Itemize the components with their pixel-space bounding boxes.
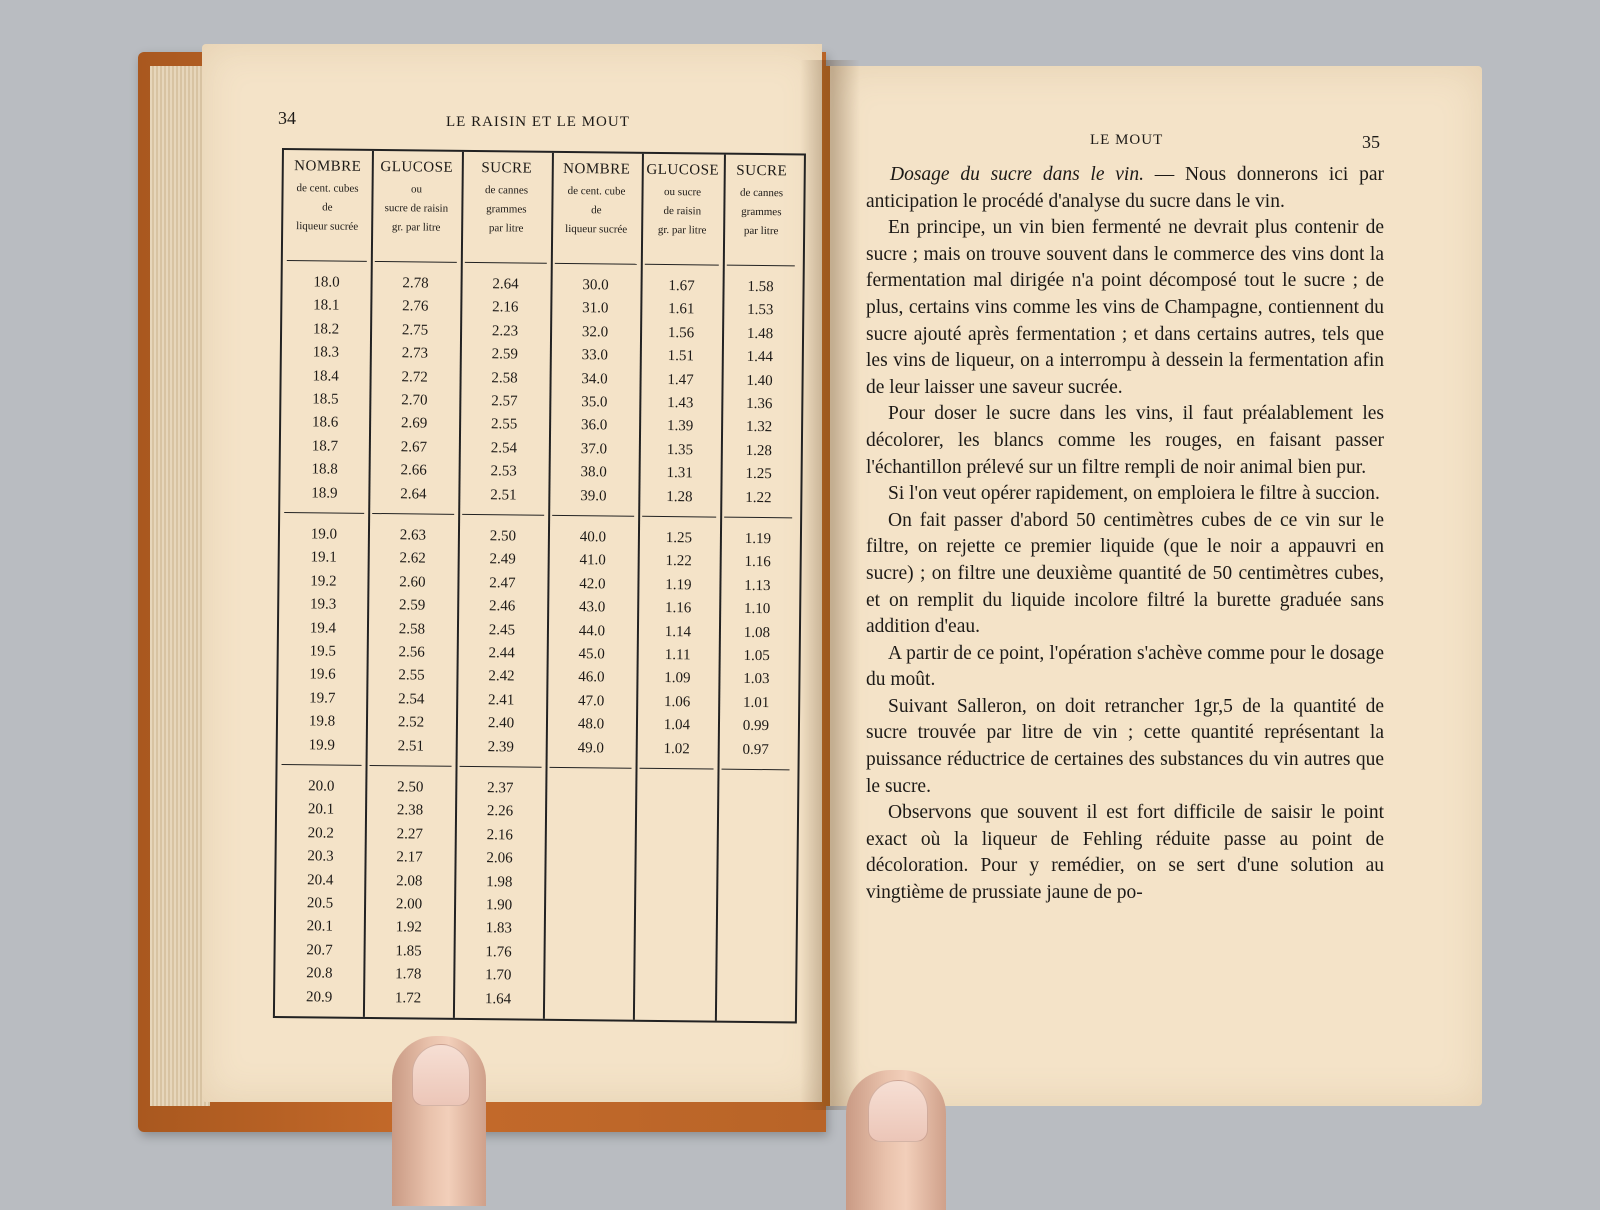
- table-cell: 1.19: [665, 576, 692, 594]
- paragraph: [866, 694, 1384, 800]
- table-cell: 47.0: [578, 692, 605, 710]
- table-cell: 1.35: [666, 441, 694, 459]
- table-cell: 19.6: [309, 666, 336, 684]
- column-subtitle: de cent. cube de liqueur sucrée: [565, 184, 628, 236]
- table-cell: 30.0: [582, 277, 609, 294]
- table-cell: 1.05: [743, 647, 770, 665]
- column-header: [283, 150, 372, 261]
- right-thumbnail: [868, 1080, 928, 1142]
- table-cell: 1.16: [664, 600, 692, 617]
- table-cell: 1.28: [666, 488, 693, 505]
- right-running-head: LE MOUT: [1090, 132, 1164, 148]
- table-column: [633, 154, 726, 1021]
- table-cell: 33.0: [581, 347, 609, 364]
- table-cell: 20.3: [307, 848, 334, 865]
- paragraph-text: Observons que souvent il est fort difficile de saisir le point exact où la liqueur de Fehling réduite passe au point de décoloration. Pour y remédier, on se sert d'une solution au vingtième de prussiate jaune de po-: [866, 802, 1384, 904]
- table-cell: 18.4: [312, 367, 339, 385]
- table-cell: 2.55: [490, 416, 518, 433]
- table-cell: 2.59: [399, 597, 426, 614]
- table-cell: 1.64: [484, 990, 512, 1008]
- table-cell: 46.0: [578, 669, 605, 686]
- table-cell: 18.1: [313, 297, 340, 315]
- column-header: [551, 153, 642, 264]
- table-cell: 2.38: [396, 802, 424, 819]
- table-cell: 48.0: [577, 716, 605, 733]
- table-cell: 41.0: [579, 552, 606, 569]
- table-cell: 2.54: [398, 691, 425, 708]
- paragraph-text: En principe, un vin bien fermenté ne devrait plus contenir de sucre ; mais on trouve souvent dans le commerce des vins dont la fermentation mal dirigée n'a point décomposé tout le sucre ; de plus, certains vins comme les vins de Champagne, contiennent du sucre ajouté après fermentation ; et dans certains autres, tels que les vins de liqueur, on a interrompu à dessein la fermentation afin de leur laisser une saveur sucrée.: [866, 217, 1384, 398]
- table-cell: 1.61: [668, 301, 695, 318]
- column-subtitle: ou sucre de raisin gr. par litre: [384, 183, 449, 234]
- table-cell: 35.0: [581, 394, 608, 411]
- paragraph: [866, 508, 1384, 641]
- table-cell: 2.44: [488, 645, 515, 662]
- column-title: NOMBRE: [294, 158, 362, 175]
- table-cell: 2.49: [489, 551, 516, 568]
- table-column: [453, 152, 554, 1019]
- table-cell: 1.43: [667, 395, 694, 412]
- table-cell: 2.17: [396, 849, 423, 866]
- table-cell: 0.99: [742, 718, 770, 735]
- column-subtitle: de cent. cubes de liqueur sucrée: [296, 182, 359, 233]
- column-title: SUCRE: [736, 162, 788, 180]
- column-title: SUCRE: [481, 160, 533, 177]
- table-cell: 2.70: [401, 392, 428, 409]
- table-cell: 2.37: [487, 780, 514, 797]
- table-block: [550, 515, 635, 768]
- column-title: NOMBRE: [563, 160, 631, 178]
- table-cell: 1.04: [663, 717, 691, 734]
- table-cell: 1.70: [485, 967, 512, 984]
- table-cell: 18.6: [311, 414, 339, 432]
- column-header: [371, 151, 462, 262]
- table-cell: 1.16: [744, 554, 771, 571]
- table-cell: 18.2: [312, 321, 340, 338]
- table-cell: 1.25: [665, 530, 693, 547]
- table-cell: 20.1: [306, 918, 334, 936]
- table-cell: 1.40: [746, 372, 773, 389]
- paragraph-text: Si l'on veut opérer rapidement, on emploiera le filtre à succion.: [888, 483, 1380, 505]
- table-cell: 1.44: [746, 349, 774, 366]
- table-cell: 2.50: [397, 779, 424, 796]
- column-subtitle: ou sucre de raisin gr. par litre: [657, 186, 707, 237]
- table-cell: 1.14: [664, 623, 692, 640]
- table-cell: 1.72: [394, 989, 422, 1007]
- column-header: [723, 155, 800, 266]
- table-cell: 2.16: [492, 299, 519, 316]
- table-cell: 1.06: [664, 693, 691, 711]
- table-cell: 49.0: [577, 739, 604, 757]
- table-block: [284, 260, 367, 513]
- table-cell: 2.47: [489, 575, 516, 592]
- table-cell: 1.58: [747, 278, 774, 296]
- table-cell: 1.22: [745, 489, 772, 506]
- table-cell: 2.72: [401, 368, 428, 386]
- table-cell: 2.73: [401, 345, 429, 362]
- table-cell: 18.7: [311, 438, 339, 455]
- table-block: [370, 513, 455, 766]
- table-cell: 2.26: [486, 803, 514, 820]
- table-cell: 1.09: [664, 670, 691, 687]
- table-cell: 2.66: [400, 462, 427, 479]
- table-cell: 1.32: [745, 419, 773, 436]
- column-subtitle: de cannes grammes par litre: [739, 186, 784, 238]
- table-block: [462, 262, 547, 515]
- column-title: GLUCOSE: [646, 161, 720, 179]
- table-cell: 1.53: [747, 302, 774, 319]
- table-cell: 39.0: [580, 487, 607, 505]
- table-cell: 19.2: [310, 573, 337, 590]
- table-cell: 19.1: [310, 549, 337, 567]
- table-cell: 2.76: [402, 298, 429, 315]
- table-cell: 42.0: [579, 575, 606, 593]
- table-cell: 20.4: [307, 871, 334, 889]
- paragraph-text: Pour doser le sucre dans les vins, il faut préalablement les décolorer, les blancs comme les rouges, en faisant passer l'échantillon prélevé sur un filtre rempli de noir animal bien pur.: [866, 403, 1384, 478]
- table-block: [722, 517, 793, 770]
- table-cell: 1.92: [395, 919, 423, 936]
- table-cell: 36.0: [580, 417, 608, 434]
- table-cell: 1.47: [667, 371, 694, 388]
- table-cell: 44.0: [578, 622, 606, 640]
- table-cell: 2.00: [395, 896, 423, 913]
- table-cell: 1.67: [668, 278, 695, 295]
- table-cell: 20.8: [306, 965, 333, 982]
- table-cell: 2.53: [490, 463, 517, 480]
- table-cell: 1.51: [667, 348, 695, 365]
- table-cell: 2.52: [397, 714, 425, 731]
- table-cell: 2.08: [396, 872, 423, 890]
- table-block: [279, 764, 362, 1017]
- page-edges: [150, 66, 210, 1106]
- table-cell: 1.76: [485, 944, 512, 961]
- table-block: [547, 767, 632, 1020]
- table-block: [724, 265, 795, 518]
- paragraph-text: On fait passer d'abord 50 centimètres cubes de ce vin sur le filtre, on rejette ce premier liquide (que le noir a appauvri en sucre) ; on filtre une deuxième quantité de 50 centimètres cubes, et on remplit du liquide incolore filtré la burette graduée sans addition d'eau.: [866, 509, 1384, 638]
- column-header: [641, 154, 724, 265]
- table-cell: 19.3: [310, 596, 337, 613]
- table-block: [640, 516, 717, 769]
- table-block: [457, 766, 542, 1019]
- table-cell: 38.0: [580, 464, 607, 481]
- table-block: [372, 261, 457, 514]
- table-cell: 1.98: [486, 873, 513, 891]
- table-cell: 2.58: [491, 369, 518, 387]
- paragraph: [866, 162, 1384, 215]
- table-cell: 1.83: [485, 920, 513, 937]
- table-cell: 2.39: [487, 738, 514, 756]
- table-cell: 20.5: [306, 895, 334, 912]
- table-column: [275, 150, 374, 1017]
- table-block: [367, 765, 452, 1018]
- table-cell: 18.3: [312, 344, 340, 361]
- table-cell: 1.48: [746, 325, 774, 342]
- table-cell: 1.31: [666, 465, 693, 482]
- table-cell: 2.46: [489, 598, 516, 615]
- table-cell: 2.06: [486, 850, 513, 867]
- table-cell: 1.36: [746, 395, 773, 413]
- table-block: [460, 514, 545, 767]
- table-cell: 2.16: [486, 826, 514, 844]
- table-cell: 19.7: [309, 690, 336, 707]
- table-cell: 1.11: [664, 647, 691, 664]
- table-cell: 2.60: [399, 574, 426, 591]
- right-page-number: 35: [1362, 132, 1380, 152]
- column-header: [461, 152, 552, 263]
- table-cell: 2.78: [402, 275, 429, 292]
- table-block: [552, 263, 637, 516]
- paragraph-text: — Nous donnerons ici par anticipation le procédé d'analyse du sucre dans le vin.: [866, 164, 1384, 212]
- table-cell: 2.64: [492, 276, 519, 293]
- paragraph: [866, 800, 1384, 906]
- table-cell: 2.69: [400, 415, 428, 432]
- table-cell: 1.01: [743, 694, 770, 711]
- table-cell: 2.59: [491, 346, 519, 363]
- table-cell: 34.0: [581, 370, 608, 388]
- table-cell: 0.97: [742, 741, 769, 758]
- table-block: [282, 512, 365, 765]
- table-cell: 1.03: [743, 671, 770, 688]
- table-cell: 2.23: [491, 323, 519, 340]
- table-cell: 18.0: [313, 274, 340, 291]
- table-cell: 1.02: [663, 740, 690, 757]
- table-cell: 2.75: [401, 322, 429, 339]
- table-cell: 1.56: [667, 324, 695, 342]
- paragraph: [866, 215, 1384, 401]
- table-cell: 19.8: [308, 713, 336, 730]
- table-cell: 18.8: [311, 461, 338, 478]
- table-column: [363, 151, 464, 1018]
- table-cell: 20.2: [307, 825, 335, 842]
- table-cell: 2.63: [399, 527, 427, 544]
- table-cell: 2.58: [398, 620, 426, 638]
- table-cell: 18.5: [312, 391, 339, 408]
- paragraph: [866, 401, 1384, 481]
- table-cell: 1.39: [666, 418, 694, 435]
- table-cell: 1.10: [743, 601, 771, 618]
- table-block: [637, 768, 714, 1021]
- column-title: GLUCOSE: [380, 159, 454, 176]
- table-cell: 1.90: [485, 897, 513, 914]
- table-cell: 2.54: [490, 440, 518, 457]
- left-running-head: LE RAISIN ET LE MOUT: [446, 114, 630, 130]
- table-cell: 20.7: [306, 942, 333, 959]
- table-cell: 1.28: [745, 442, 773, 459]
- table-cell: 40.0: [579, 529, 607, 546]
- table-cell: 18.9: [311, 484, 338, 502]
- table-cell: 43.0: [578, 599, 606, 616]
- table-cell: 20.9: [305, 988, 333, 1006]
- table-cell: 2.62: [399, 550, 426, 567]
- table-cell: 2.51: [397, 737, 424, 755]
- table-cell: 2.41: [488, 692, 515, 709]
- table-cell: 2.64: [400, 485, 427, 503]
- table-cell: 2.27: [396, 826, 424, 843]
- table-cell: 19.5: [309, 643, 336, 660]
- section-lead: Dosage du sucre dans le vin.: [890, 164, 1144, 185]
- body-text: [866, 162, 1384, 907]
- table-cell: 19.9: [308, 736, 335, 754]
- table-cell: 2.55: [398, 667, 425, 684]
- table-cell: 2.45: [488, 621, 516, 639]
- paragraph: [866, 481, 1384, 508]
- left-thumbnail: [412, 1044, 470, 1106]
- table-cell: 20.1: [307, 801, 335, 818]
- table-block: [642, 264, 719, 517]
- table-cell: 2.42: [488, 668, 515, 685]
- left-page-number: 34: [278, 108, 296, 128]
- table-cell: 1.22: [665, 553, 692, 570]
- table-cell: 31.0: [582, 300, 609, 317]
- table-cell: 2.57: [491, 393, 518, 410]
- table-cell: 2.51: [490, 486, 517, 504]
- column-subtitle: de cannes grammes par litre: [484, 184, 529, 235]
- paragraph: [866, 641, 1384, 694]
- table-cell: 2.67: [400, 439, 428, 456]
- table-cell: 2.50: [489, 528, 517, 545]
- table-cell: 32.0: [581, 323, 609, 341]
- table-cell: 1.85: [395, 943, 422, 960]
- table-cell: 1.08: [743, 624, 771, 641]
- table-cell: 19.4: [309, 619, 337, 637]
- paragraph-text: A partir de ce point, l'opération s'achève comme pour le dosage du moût.: [866, 642, 1384, 691]
- sugar-table: [273, 148, 806, 1023]
- table-cell: 45.0: [578, 646, 605, 663]
- table-cell: 1.19: [744, 530, 772, 548]
- table-column: [715, 155, 800, 1022]
- table-cell: 20.0: [308, 778, 335, 795]
- table-column: [543, 153, 644, 1020]
- table-cell: 19.0: [310, 526, 338, 543]
- table-cell: 1.13: [744, 577, 771, 594]
- table-cell: 2.56: [398, 644, 425, 661]
- paragraph-text: Suivant Salleron, on doit retrancher 1gr,5 de la quantité de sucre trouvée par litre de vin ; cette quantité représentant la puissance réductrice de certaines des substances du vin autres que le sucre.: [866, 695, 1384, 797]
- book-gutter: [800, 60, 860, 1110]
- table-cell: 2.40: [487, 715, 515, 732]
- table-block: [719, 769, 790, 1022]
- table-cell: 37.0: [580, 440, 608, 458]
- table-cell: 1.25: [745, 466, 772, 483]
- table-cell: 1.78: [395, 966, 422, 983]
